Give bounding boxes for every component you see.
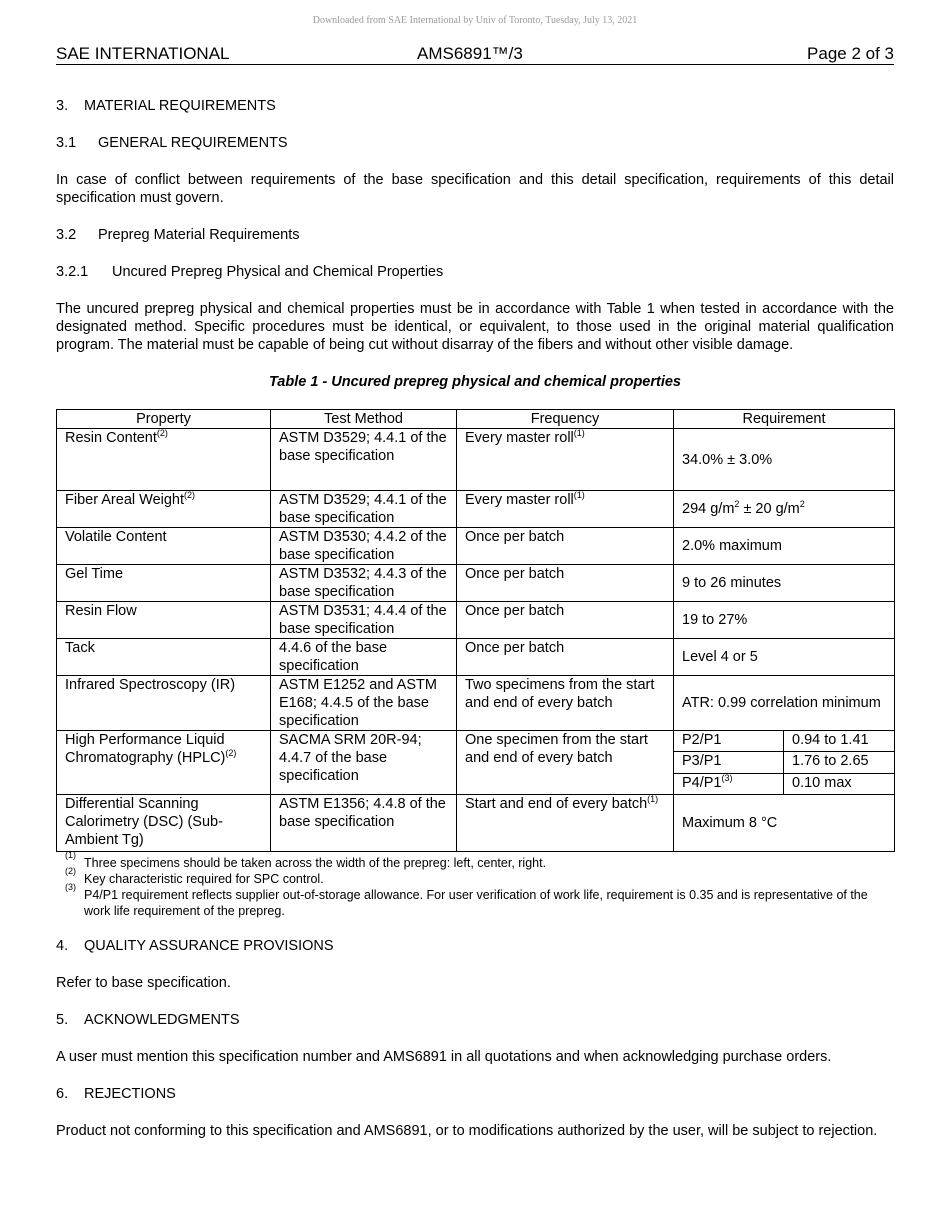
cell-sub-label: P2/P1: [674, 731, 784, 752]
header-requirement: Requirement: [674, 410, 895, 429]
table-note: (3) P4/P1 requirement reflects supplier out-of-storage allowance. For user verification of work life, requirement is 0.35 and is representative of the work life requirement of the prepreg.: [65, 882, 868, 918]
download-watermark: Downloaded from SAE International by Univ of Toronto, Tuesday, July 13, 2021: [312, 15, 638, 26]
section-3-2-1-text: The uncured prepreg physical and chemical properties must be in accordance with Table 1 when tested in accordance with the designated method. Specific procedures must be identical, or equivalent, to those used in the original material qualification program. The material must be capable of being cut without disarray of the fibers and without other visible damage.: [56, 301, 894, 353]
table-row: [57, 639, 895, 676]
cell-sub-value: 0.94 to 1.41: [784, 731, 895, 752]
section-number: 5.: [56, 1012, 69, 1028]
section-5-text: A user must mention this specification number and AMS6891 in all quotations and when acknowledging purchase orders.: [56, 1049, 832, 1065]
cell-requirement: 2.0% maximum: [674, 528, 895, 565]
section-number: 3.1: [56, 135, 77, 151]
section-4-text: Refer to base specification.: [56, 975, 231, 991]
cell-property: High Performance Liquid Chromatography (HPLC)$^{(2)}$: [57, 731, 271, 795]
table-row: [57, 528, 895, 565]
section-3-heading: [56, 97, 894, 115]
section-number: 4.: [56, 938, 69, 954]
section-number: 6.: [56, 1086, 69, 1102]
header-property: Property: [57, 410, 271, 429]
section-6-heading: [56, 1085, 894, 1103]
cell-method: SACMA SRM 20R-94; 4.4.7 of the base specification: [271, 731, 457, 795]
section-title: ACKNOWLEDGMENTS: [84, 1012, 240, 1028]
page-header: [56, 44, 894, 65]
section-title: GENERAL REQUIREMENTS: [98, 135, 288, 151]
cell-frequency: Start and end of every batch$^{(1)}$: [457, 795, 674, 852]
header-frequency: Frequency: [457, 410, 674, 429]
cell-property: Volatile Content: [57, 528, 271, 565]
section-3-2-heading: [56, 226, 894, 244]
cell-frequency: Every master roll$^{(1)}$: [457, 429, 674, 491]
cell-method: ASTM E1252 and ASTM E168; 4.4.5 of the base specification: [271, 676, 457, 731]
cell-requirement: Level 4 or 5: [674, 639, 895, 676]
cell-sub-label: P3/P1: [674, 752, 784, 774]
cell-frequency: Once per batch: [457, 639, 674, 676]
table-row: [57, 676, 895, 731]
cell-property: Differential Scanning Calorimetry (DSC) (Sub-Ambient Tg): [57, 795, 271, 852]
section-number: 3.: [56, 98, 69, 114]
section-6-text: Product not conforming to this specification and AMS6891, or to modifications authorized by the user, will be subject to rejection.: [56, 1123, 878, 1139]
header-org: SAE INTERNATIONAL: [56, 44, 230, 63]
cell-property: Resin Content$^{(2)}$: [57, 429, 271, 491]
section-title: QUALITY ASSURANCE PROVISIONS: [84, 938, 334, 954]
cell-property: Fiber Areal Weight$^{(2)}$: [57, 491, 271, 528]
cell-frequency: One specimen from the start and end of every batch: [457, 731, 674, 795]
cell-method: ASTM D3532; 4.4.3 of the base specification: [271, 565, 457, 602]
cell-requirement: 19 to 27%: [674, 602, 895, 639]
table-row: [57, 491, 895, 528]
cell-frequency: Once per batch: [457, 528, 674, 565]
cell-requirement: 9 to 26 minutes: [674, 565, 895, 602]
table-note: (2) Key characteristic required for SPC control.: [65, 866, 324, 886]
cell-method: ASTM D3529; 4.4.1 of the base specification: [271, 429, 457, 491]
section-title: Prepreg Material Requirements: [98, 227, 300, 243]
properties-table: [56, 409, 895, 852]
document-body: [56, 97, 894, 1159]
cell-method: ASTM D3530; 4.4.2 of the base specification: [271, 528, 457, 565]
cell-property: Gel Time: [57, 565, 271, 602]
section-3-1-text: In case of conflict between requirements of the base specification and this detail specification, requirements of this detail specification must govern.: [56, 172, 894, 206]
table-caption: Table 1 - Uncured prepreg physical and chemical properties: [268, 374, 682, 390]
table-note: (1) Three specimens should be taken across the width of the prepreg: left, center, right.: [65, 850, 547, 870]
cell-property: Infrared Spectroscopy (IR): [57, 676, 271, 731]
section-4-heading: [56, 937, 894, 955]
cell-frequency: Once per batch: [457, 602, 674, 639]
section-number: 3.2.1: [56, 264, 89, 280]
header-test-method: Test Method: [271, 410, 457, 429]
table-row: [57, 795, 895, 852]
table-row: [57, 602, 895, 639]
cell-requirement: Maximum 8 °C: [674, 795, 895, 852]
cell-property: Tack: [57, 639, 271, 676]
section-3-1-heading: [56, 134, 894, 152]
cell-frequency: Once per batch: [457, 565, 674, 602]
cell-requirement: ATR: 0.99 correlation minimum: [674, 676, 895, 731]
section-3-2-1-heading: [56, 263, 894, 281]
table-row: [57, 565, 895, 602]
section-number: 3.2: [56, 227, 77, 243]
cell-method: 4.4.6 of the base specification: [271, 639, 457, 676]
cell-frequency: Every master roll$^{(1)}$: [457, 491, 674, 528]
section-5-heading: [56, 1011, 894, 1029]
section-title: REJECTIONS: [84, 1086, 176, 1102]
cell-frequency: Two specimens from the start and end of every batch: [457, 676, 674, 731]
cell-method: ASTM D3531; 4.4.4 of the base specification: [271, 602, 457, 639]
cell-requirement: 34.0% ± 3.0%: [674, 429, 895, 491]
section-title: MATERIAL REQUIREMENTS: [84, 98, 276, 114]
table-row: [57, 731, 895, 752]
header-doc-number: AMS6891™/3: [417, 44, 523, 63]
header-page-number: Page 2 of 3: [807, 44, 894, 63]
cell-property: Resin Flow: [57, 602, 271, 639]
table-notes: [56, 850, 894, 919]
cell-method: ASTM E1356; 4.4.8 of the base specification: [271, 795, 457, 852]
table-row: [57, 429, 895, 491]
section-title: Uncured Prepreg Physical and Chemical Properties: [112, 264, 444, 280]
cell-sub-value: 1.76 to 2.65: [784, 752, 895, 774]
cell-sub-value: 0.10 max: [784, 774, 895, 795]
cell-method: ASTM D3529; 4.4.1 of the base specification: [271, 491, 457, 528]
cell-requirement: 294 $g/m^2 \pm 20$ $g/m^2$: [674, 491, 895, 528]
cell-sub-label: P4/P1$^{(3)}$: [674, 774, 784, 795]
table-header-row: [57, 410, 895, 429]
